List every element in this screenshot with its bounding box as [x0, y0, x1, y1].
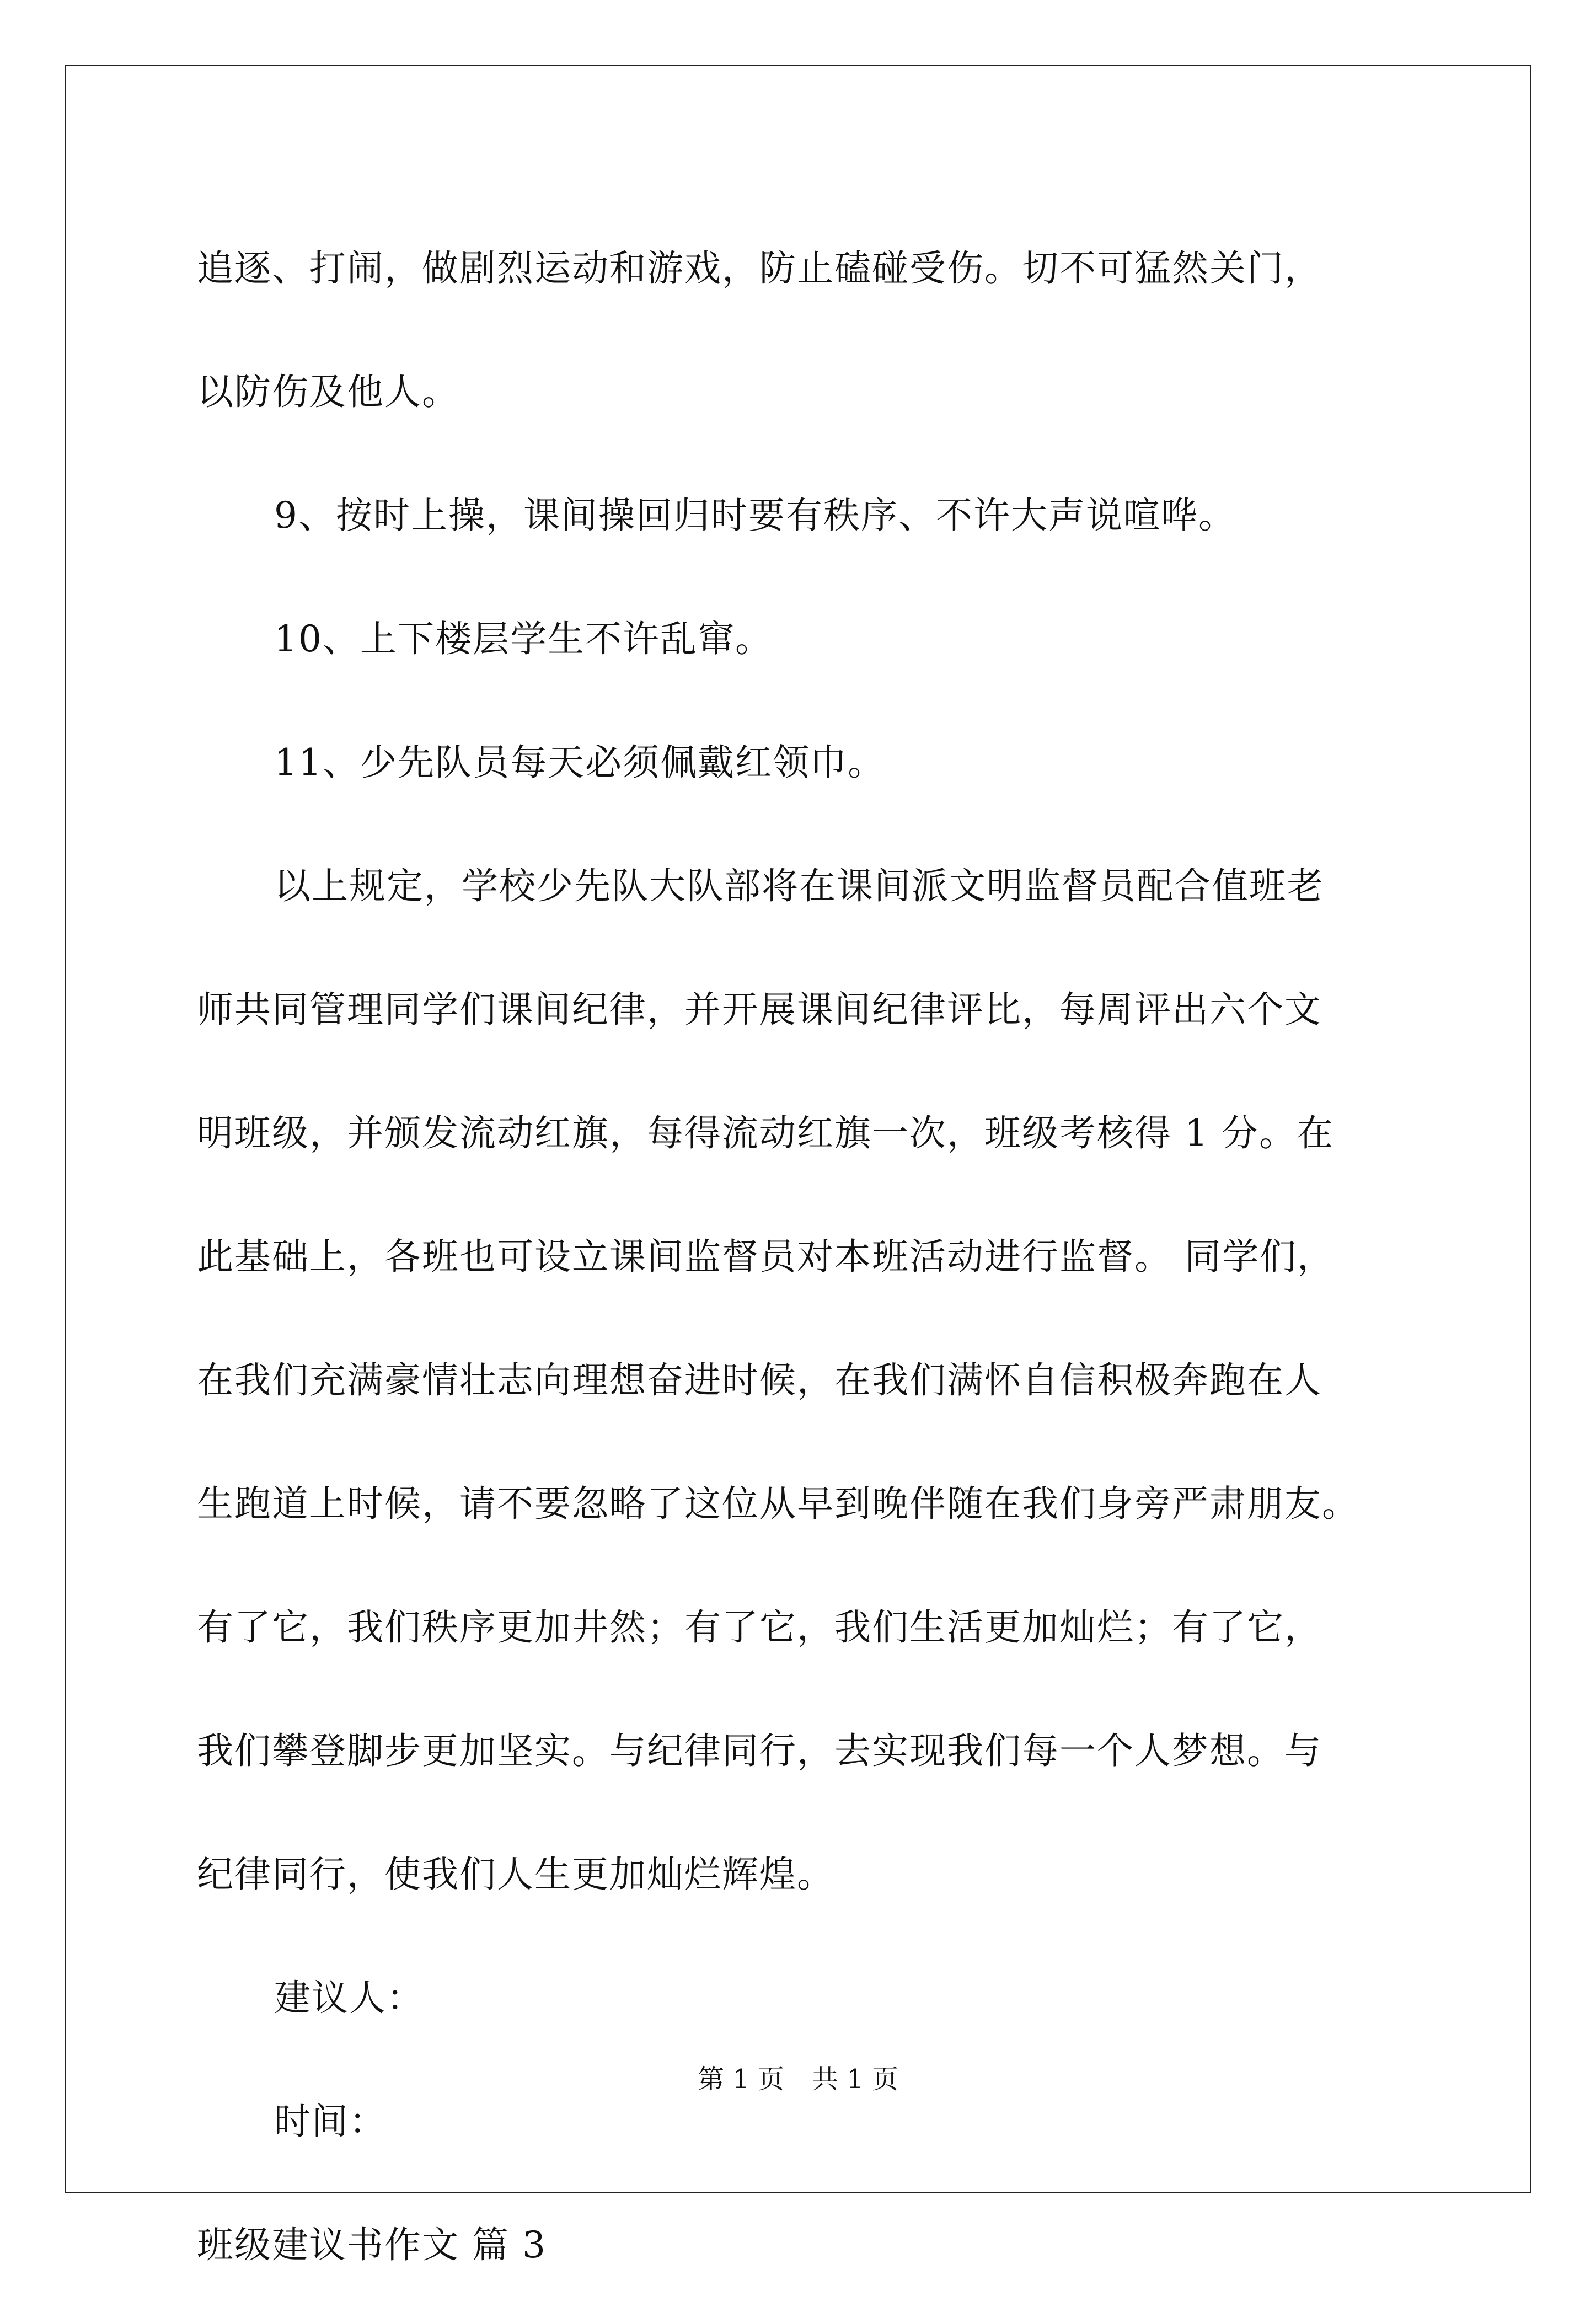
text-line-11: 生跑道上时候，请不要忽略了这位从早到晚伴随在我们身旁严肃朋友。 — [197, 1482, 1359, 1525]
time-label: 时间： — [274, 2100, 387, 2143]
text-line-13: 我们攀登脚步更加坚实。与纪律同行，去实现我们每一个人梦想。与 — [197, 1730, 1322, 1772]
proposer-label: 建议人： — [274, 1977, 424, 2019]
text-line-12: 有了它，我们秩序更加井然；有了它，我们生活更加灿烂；有了它， — [197, 1606, 1322, 1648]
text-line-9: 此基础上，各班也可设立课间监督员对本班活动进行监督。 同学们， — [197, 1235, 1335, 1278]
section-heading: 班级建议书作文 篇 3 — [197, 2224, 547, 2266]
text-line-8: 明班级，并颁发流动红旗，每得流动红旗一次，班级考核得 1 分。在 — [197, 1112, 1334, 1154]
text-line-3: 9、按时上操，课间操回归时要有秩序、不许大声说喧哗。 — [274, 494, 1236, 537]
text-line-1: 追逐、打闹，做剧烈运动和游戏，防止磕碰受伤。切不可猛然关门， — [197, 247, 1322, 290]
text-line-6: 以上规定，学校少先队大队部将在课间派文明监督员配合值班老 — [274, 865, 1324, 907]
text-line-5: 11、少先队员每天必须佩戴红领巾。 — [274, 741, 885, 784]
text-line-4: 10、上下楼层学生不许乱窜。 — [274, 618, 773, 660]
text-line-14: 纪律同行，使我们人生更加灿烂辉煌。 — [197, 1853, 834, 1896]
document-body — [197, 207, 1438, 2307]
text-line-10: 在我们充满豪情壮志向理想奋进时候，在我们满怀自信积极奔跑在人 — [197, 1359, 1322, 1401]
text-line-7: 师共同管理同学们课间纪律，并开展课间纪律评比，每周评出六个文 — [197, 988, 1322, 1031]
page-total: 共 1 页 — [812, 2064, 899, 2095]
page-number: 第 1 页 — [697, 2064, 784, 2095]
page-footer — [0, 2063, 1596, 2096]
text-line-2: 以防伤及他人。 — [197, 371, 459, 413]
